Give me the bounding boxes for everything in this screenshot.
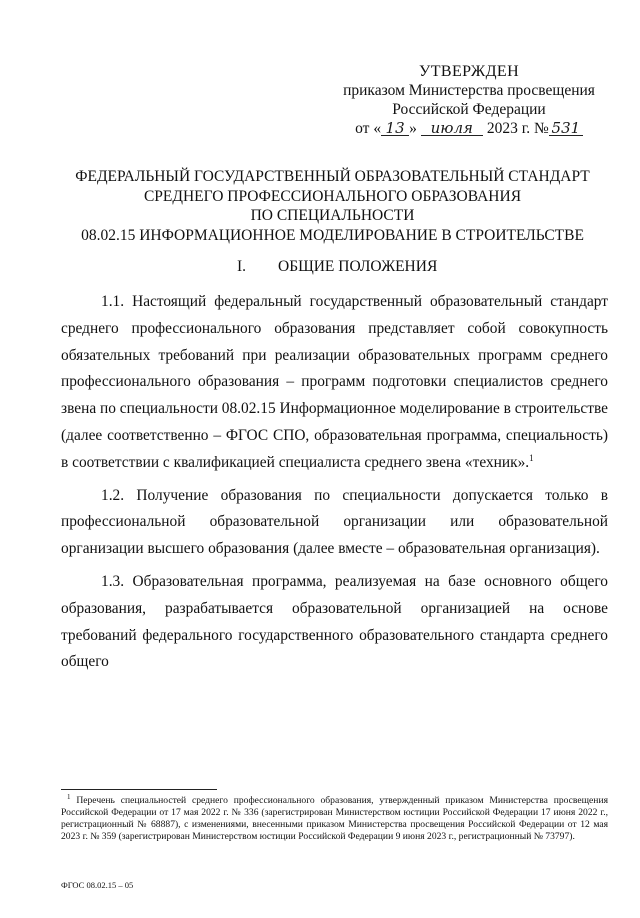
- footnote: [61, 792, 608, 843]
- approval-federation-line: Российской Федерации: [392, 101, 546, 118]
- paragraph-1-1: [61, 289, 608, 477]
- paragraph-1-2: 1.2. Получение образования по специальности допускается только в профессиональной образовательной организации или образовательной организации высшего образования (далее вместе – образовательная организация).: [61, 486, 608, 558]
- approval-date-line: [330, 119, 608, 138]
- handwritten-day: 13: [381, 121, 409, 136]
- footnote-marker: 1: [67, 792, 71, 801]
- footnote-text: Перечень специальностей среднего профессионального образования, утвержденный приказом Министерства просвещения Российской Федерации от 17 мая 2022 г. № 336 (зарегистрирован Министерством юстиции Российской Федерации 17 июня 2022 г., регистрационный № 68887), с изменениями, внесенными приказом Министерства просвещения Российской Федерации от 12 мая 2023 г. № 359 (зарегистрирован Министерством юстиции Российской Федерации 9 июня 2023 г., регистрационный № 73797).: [61, 795, 608, 842]
- handwritten-order-number: 531: [549, 121, 583, 136]
- title-line-1: ФЕДЕРАЛЬНЫЙ ГОСУДАРСТВЕННЫЙ ОБРАЗОВАТЕЛЬНЫЙ СТАНДАРТ: [75, 168, 590, 185]
- title-line-2: СРЕДНЕГО ПРОФЕССИОНАЛЬНОГО ОБРАЗОВАНИЯ: [143, 187, 522, 205]
- paragraph-1-1-text: 1.1. Настоящий федеральный государственный образовательный стандарт среднего профессионального образования представляет собой совокупность обязательных требований при реализации образовательных программ среднего профессионального образования – программ подготовки специалистов среднего звена по специальности 08.02.15 Информационное моделирование в строительстве (далее соответственно – ФГОС СПО, образовательная программа, специальность) в соответствии с квалификацией специалиста среднего звена «техник».: [61, 293, 608, 471]
- date-year: 2023 г. №: [486, 120, 549, 137]
- approval-block: [330, 62, 608, 138]
- footnote-ref: 1: [529, 452, 534, 463]
- approval-order-line: приказом Министерства просвещения: [343, 82, 595, 99]
- approval-heading: УТВЕРЖДЕН: [418, 63, 520, 80]
- document-body: [61, 289, 608, 676]
- footnote-separator: [61, 789, 217, 790]
- section-name: ОБЩИЕ ПОЛОЖЕНИЯ: [278, 258, 438, 275]
- handwritten-month: июля: [421, 121, 483, 136]
- title-line-4: 08.02.15 ИНФОРМАЦИОННОЕ МОДЕЛИРОВАНИЕ В СТРОИТЕЛЬСТВЕ: [81, 226, 584, 244]
- section-number: I.: [237, 258, 247, 275]
- document-title: [60, 167, 605, 245]
- date-mid: »: [409, 120, 417, 137]
- title-line-3: ПО СПЕЦИАЛЬНОСТИ: [250, 207, 415, 224]
- paragraph-1-3: 1.3. Образовательная программа, реализуемая на базе основного общего образования, разрабатывается образовательной организацией на основе требований федерального государственного образовательного стандарта среднего общего: [61, 572, 608, 671]
- date-prefix: от «: [355, 120, 382, 137]
- document-code: ФГОС 08.02.15 – 05: [61, 880, 134, 890]
